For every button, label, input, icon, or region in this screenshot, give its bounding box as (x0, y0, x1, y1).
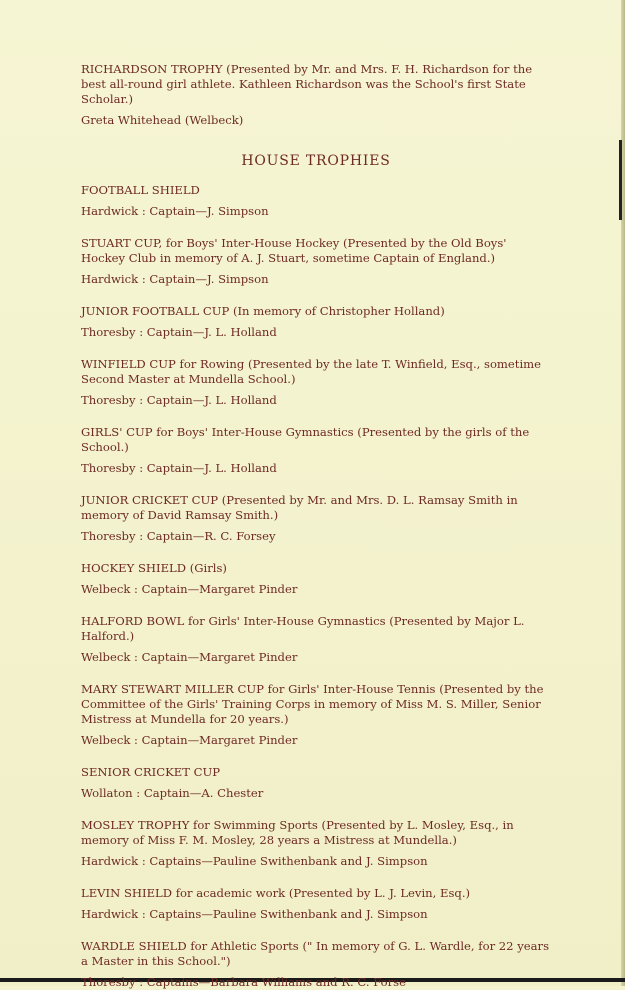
trophy-title: HALFORD BOWL for Girls' Inter-House Gymnastics (Presented by Major L. Halford.) (81, 614, 525, 643)
trophy-winner: Hardwick : Captains—Pauline Swithenbank and J. Simpson (81, 907, 428, 921)
trophy-entry (81, 561, 551, 597)
trophy-entry (81, 765, 551, 801)
trophy-entry (81, 682, 551, 748)
trophy-entry (81, 304, 551, 340)
trophy-winner: Hardwick : Captain—J. Simpson (81, 272, 269, 286)
trophy-title: MOSLEY TROPHY for Swimming Sports (Presented by L. Mosley, Esq., in memory of Miss F. M. Mosley, 28 years a Mistress at Mundella.) (81, 818, 514, 847)
trophy-entry (81, 818, 551, 869)
trophy-title: STUART CUP, for Boys' Inter-House Hockey (Presented by the Old Boys' Hockey Club in memory of A. J. Stuart, sometime Captain of England.) (81, 236, 507, 265)
trophy-title: JUNIOR FOOTBALL CUP (In memory of Christopher Holland) (81, 304, 445, 318)
trophy-winner: Thoresby : Captain—R. C. Forsey (81, 529, 276, 543)
trophy-winner: Welbeck : Captain—Margaret Pinder (81, 733, 298, 747)
trophy-entry (81, 183, 551, 219)
trophy-title: LEVIN SHIELD for academic work (Presented by L. J. Levin, Esq.) (81, 886, 471, 900)
trophy-entry (81, 493, 551, 544)
trophy-winner: Thoresby : Captain—J. L. Holland (81, 325, 277, 339)
trophy-title: WARDLE SHIELD for Athletic Sports (" In memory of G. L. Wardle, for 22 years a Master in this School.") (81, 939, 550, 968)
trophy-title: MARY STEWART MILLER CUP for Girls' Inter-House Tennis (Presented by the Committee of the Girls' Training Corps in memory of Miss M. S. Miller, Senior Mistress at Mundella for 20 years.) (81, 682, 544, 726)
trophy-winner: Thoresby : Captain—J. L. Holland (81, 461, 277, 475)
trophy-winner: Thoresby : Captain—J. L. Holland (81, 393, 277, 407)
intro-entry (81, 62, 551, 128)
trophy-title: SENIOR CRICKET CUP (81, 765, 221, 779)
trophy-list (81, 183, 551, 990)
trophy-entry (81, 614, 551, 665)
trophy-title: JUNIOR CRICKET CUP (Presented by Mr. and Mrs. D. L. Ramsay Smith in memory of David Ramsay Smith.) (81, 493, 518, 522)
trophy-title: FOOTBALL SHIELD (81, 183, 200, 197)
trophy-entry (81, 939, 551, 990)
trophy-winner: Thoresby : Captains—Barbara Williams and R. C. Forse (81, 975, 406, 989)
trophy-entry (81, 886, 551, 922)
page-edge-mark (619, 140, 622, 220)
trophy-title: GIRLS' CUP for Boys' Inter-House Gymnastics (Presented by the girls of the School.) (81, 425, 530, 454)
trophy-entry (81, 236, 551, 287)
trophy-title: HOCKEY SHIELD (Girls) (81, 561, 227, 575)
trophy-winner: Hardwick : Captain—J. Simpson (81, 204, 269, 218)
trophy-winner: Wollaton : Captain—A. Chester (81, 786, 264, 800)
trophy-entry (81, 425, 551, 476)
trophy-winner: Hardwick : Captains—Pauline Swithenbank and J. Simpson (81, 854, 428, 868)
trophy-winner: Welbeck : Captain—Margaret Pinder (81, 650, 298, 664)
trophy-title: WINFIELD CUP for Rowing (Presented by the late T. Winfield, Esq., sometime Second Master at Mundella School.) (81, 357, 542, 386)
document-content (81, 62, 551, 990)
section-heading: HOUSE TROPHIES (241, 153, 391, 169)
trophy-winner: Welbeck : Captain—Margaret Pinder (81, 582, 298, 596)
intro-trophy: RICHARDSON TROPHY (Presented by Mr. and Mrs. F. H. Richardson for the best all-round girl athlete. Kathleen Richardson was the School's first State Scholar.) (81, 62, 533, 106)
intro-winner: Greta Whitehead (Welbeck) (81, 113, 244, 127)
trophy-entry (81, 357, 551, 408)
